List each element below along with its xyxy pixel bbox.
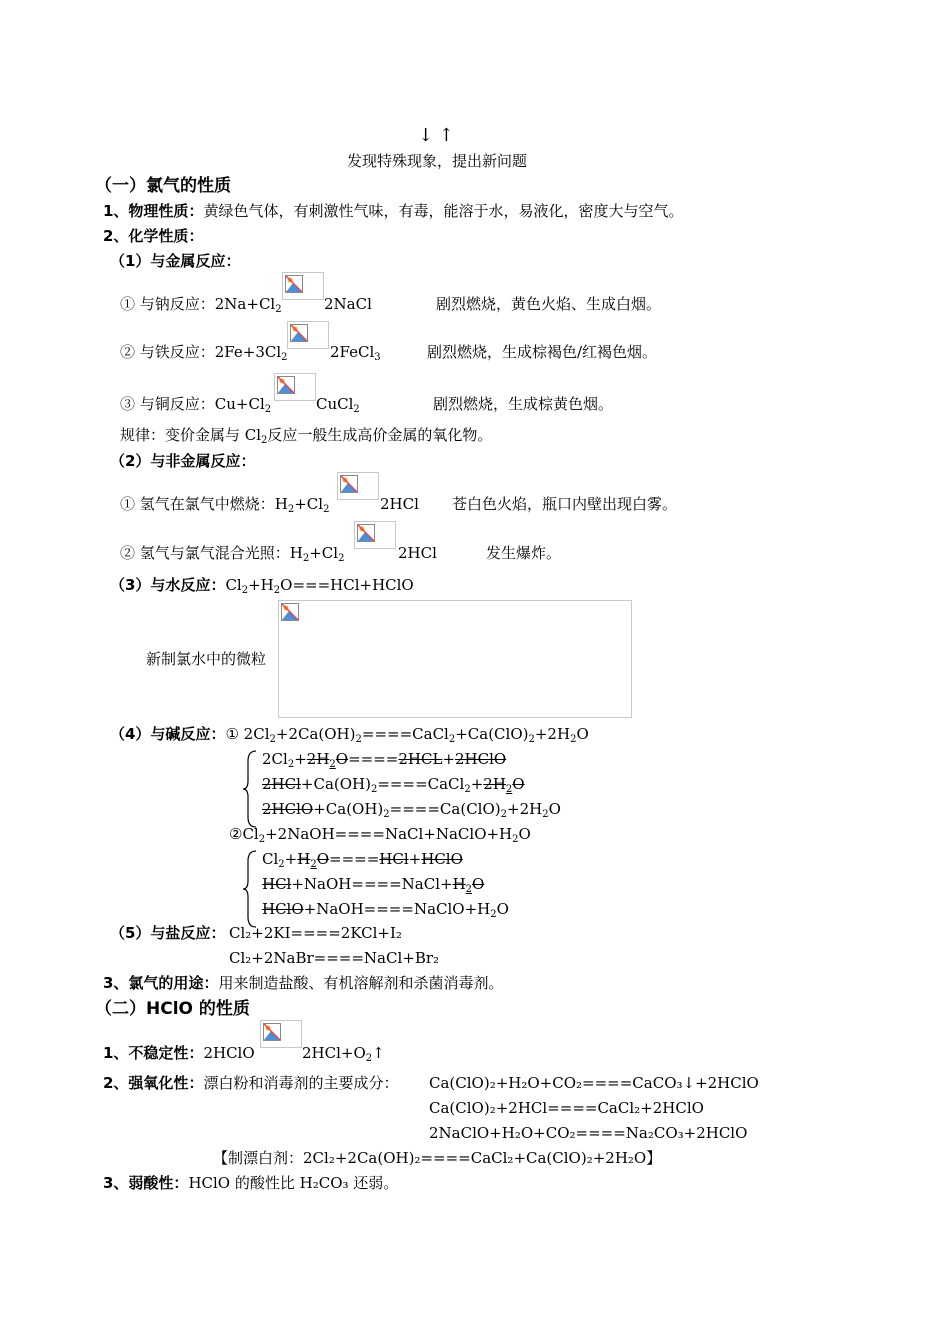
n1-product: 2HCl — [380, 495, 419, 513]
base2-b: +2NaOH====NaCl+NaClO+H — [265, 825, 513, 843]
n2-mid: +Cl — [309, 544, 339, 562]
base1-step2: $2HCl+Ca(OH)_2====CaCl_2+2H_2O$ — [262, 775, 525, 795]
base1-a: ① 2Cl — [225, 725, 270, 743]
n2-sub1: 2 — [302, 553, 310, 564]
base2-step3: $HClO+NaOH====NaClO+H_2O$ — [262, 900, 509, 920]
reaction-h2-burn — [120, 494, 329, 514]
r3-product — [316, 394, 360, 414]
section2-title: （二）HClO 的性质 — [95, 999, 250, 1019]
r2-eq: ② 与铁反应：2Fe+3Cl — [120, 343, 282, 361]
water-eq-b: +H — [248, 576, 274, 594]
base1-d: +Ca(ClO) — [455, 725, 529, 743]
base1-sub5: 2 — [570, 734, 577, 745]
water-sub2: 2 — [273, 585, 281, 596]
unstable-a: 2HClO — [203, 1044, 255, 1062]
base1-sub3: 2 — [448, 734, 456, 745]
water-eq-a: Cl — [225, 576, 242, 594]
r1-observation: 剧烈燃烧，黄色火焰、生成白烟。 — [436, 295, 662, 313]
particle-label: 新制氯水中的微粒 — [146, 650, 267, 668]
rule-a: 规律：变价金属与 Cl — [120, 426, 262, 444]
n2-sub2: 2 — [338, 553, 345, 564]
acid-text: HClO 的酸性比 H₂CO₃ 还弱。 — [188, 1174, 399, 1192]
uses — [103, 973, 503, 993]
chem-label: 2、化学性质： — [103, 227, 204, 245]
phys-text: 黄绿色气体，有刺激性气味，有毒，能溶于水，易液化，密度大与空气。 — [203, 202, 684, 220]
base1-sub1: 2 — [269, 734, 276, 745]
oxidizing — [103, 1073, 398, 1093]
base2-c: O — [518, 825, 531, 843]
base-reaction-1 — [110, 724, 589, 744]
water-label: （3）与水反应： — [110, 576, 226, 594]
rule-b: 反应一般生成高价金属的氧化物。 — [267, 426, 493, 444]
chlorine-water-particles-image — [278, 600, 632, 718]
r3-observation: 剧烈燃烧，生成棕黄色烟。 — [433, 395, 614, 413]
r2-product — [330, 342, 381, 362]
broken-image-icon — [287, 321, 329, 349]
oxid-eq-1: Ca(ClO)₂+H₂O+CO₂====CaCO₃↓+2HClO — [429, 1074, 759, 1092]
water-sub1: 2 — [241, 585, 249, 596]
n2-observation: 发生爆炸。 — [486, 544, 562, 562]
metal-label: （1）与金属反应： — [110, 252, 241, 270]
r2-prod-sub: 3 — [374, 352, 381, 363]
unstable — [103, 1043, 255, 1063]
base2-step1: $Cl_2+H_2O====HCl+HClO$ — [262, 850, 463, 870]
reaction-cu — [120, 394, 271, 414]
acid-label: 3、弱酸性： — [103, 1174, 189, 1192]
n1-pre: ① 氢气在氯气中燃烧：H — [120, 495, 288, 513]
section1-title: （一）氯气的性质 — [95, 176, 231, 196]
use-text: 用来制造盐酸、有机溶解剂和杀菌消毒剂。 — [218, 974, 504, 992]
unstable-label: 1、不稳定性： — [103, 1044, 204, 1062]
base2-sub2: 2 — [512, 834, 519, 845]
water-reaction — [110, 575, 414, 595]
salt-eq-2: Cl₂+2NaBr====NaCl+Br₂ — [229, 949, 440, 967]
oxid-eq-3: 2NaClO+H₂O+CO₂====Na₂CO₃+2HClO — [429, 1124, 748, 1142]
base1-c: ====CaCl — [361, 725, 449, 743]
base1-e: +2H — [534, 725, 571, 743]
brace-icon — [242, 749, 260, 829]
broken-image-icon — [354, 521, 396, 549]
unstable-c: ↑ — [372, 1044, 385, 1062]
water-eq-c: O===HCl+HClO — [280, 576, 414, 594]
broken-image-icon — [260, 1020, 302, 1048]
reaction-fe — [120, 342, 288, 362]
n1-sub1: 2 — [287, 504, 295, 515]
base1-sub2: 2 — [355, 734, 362, 745]
n1-observation: 苍白色火焰，瓶口内壁出现白雾。 — [452, 495, 678, 513]
bleach-prep: 【制漂白剂：2Cl₂+2Ca(OH)₂====CaCl₂+Ca(ClO)₂+2H₂O】 — [213, 1149, 662, 1167]
reaction-h2-light — [120, 543, 344, 563]
rule-sub: 2 — [261, 435, 268, 446]
use-label: 3、氯气的用途： — [103, 974, 219, 992]
salt-eq-1: Cl₂+2KI====2KCl+I₂ — [229, 924, 402, 942]
base2-step2: $HCl+NaOH====NaCl+H_2O$ — [262, 875, 485, 895]
r1-sub: 2 — [275, 304, 282, 315]
r3-prod-sub: 2 — [353, 404, 360, 415]
oxid-text: 漂白粉和消毒剂的主要成分： — [203, 1074, 399, 1092]
r1-product: 2NaCl — [324, 295, 372, 313]
base1-step3: $2HClO+Ca(OH)_2====Ca(ClO)_2+2H_2O$ — [262, 800, 561, 820]
base1-f: O — [576, 725, 589, 743]
broken-image-icon — [274, 373, 316, 401]
unstable-b: 2HCl+O — [302, 1044, 366, 1062]
base2-sub1: 2 — [258, 834, 266, 845]
base1-b: +2Ca(OH) — [275, 725, 356, 743]
unstable-products — [302, 1043, 385, 1063]
r3-sub: 2 — [264, 404, 272, 415]
reaction-na — [120, 294, 282, 314]
r3-eq: ③ 与铜反应：Cu+Cl — [120, 395, 265, 413]
r3-prod: CuCl — [316, 395, 354, 413]
oxid-eq-2: Ca(ClO)₂+2HCl====CaCl₂+2HClO — [429, 1099, 704, 1117]
arrows: ↓ ↑ — [418, 125, 454, 146]
r2-sub: 2 — [281, 352, 288, 363]
broken-image-icon — [282, 272, 324, 300]
weak-acid — [103, 1173, 398, 1193]
n1-mid: +Cl — [294, 495, 324, 513]
r2-prod: 2FeCl — [330, 343, 375, 361]
base1-sub4: 2 — [528, 734, 535, 745]
base-label: （4）与碱反应： — [110, 725, 226, 743]
n2-product: 2HCl — [398, 544, 437, 562]
n2-pre: ② 氢气与氯气混合光照：H — [120, 544, 303, 562]
base1-step1: $2Cl_2+2H_2O====2HCL+2HClO$ — [262, 750, 507, 770]
salt-label: （5）与盐反应： — [110, 924, 226, 942]
subtitle: 发现特殊现象，提出新问题 — [347, 152, 528, 170]
phys-label: 1、物理性质： — [103, 202, 204, 220]
r2-observation: 剧烈燃烧，生成棕褐色/红褐色烟。 — [427, 343, 658, 361]
oxid-label: 2、强氧化性： — [103, 1074, 204, 1092]
broken-image-icon — [337, 472, 379, 500]
rule — [120, 425, 492, 445]
physical-properties — [103, 201, 683, 221]
r1-eq: ① 与钠反应：2Na+Cl — [120, 295, 276, 313]
unstable-sub: 2 — [365, 1053, 373, 1064]
base2-a: ②Cl — [229, 825, 259, 843]
n1-sub2: 2 — [323, 504, 330, 515]
nonmetal-label: （2）与非金属反应： — [110, 452, 256, 470]
base-reaction-2 — [229, 824, 531, 844]
brace-icon — [242, 849, 260, 929]
